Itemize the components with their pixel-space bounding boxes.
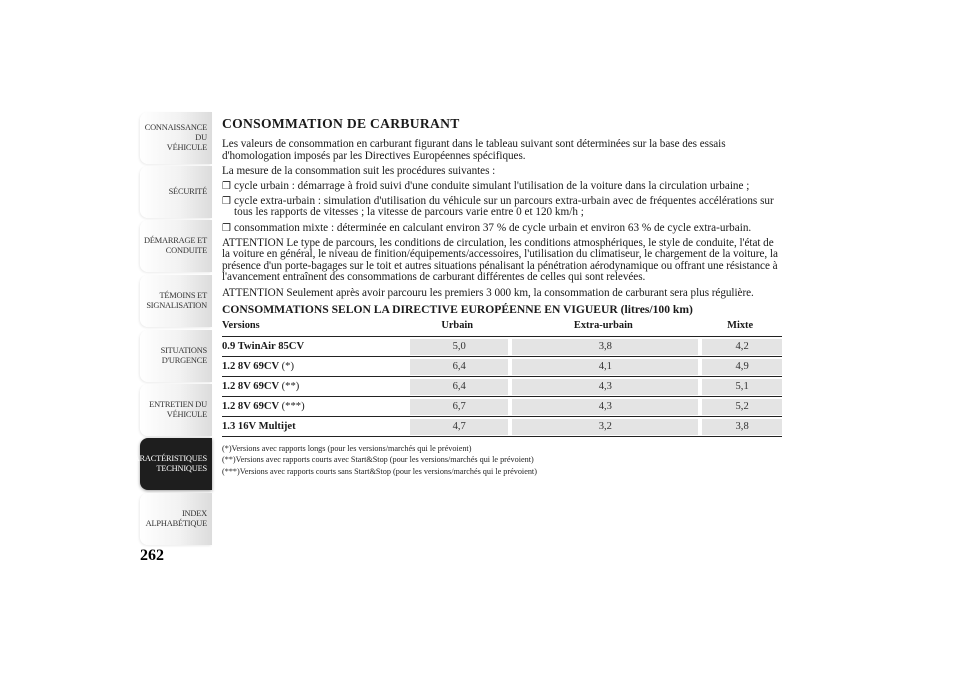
extra-urbain-cell: 4,3: [508, 396, 698, 416]
page-content: [222, 116, 782, 477]
mixte-cell: 5,1: [698, 376, 782, 396]
tab-temoins-et-signalisation[interactable]: TÉMOINS ET SIGNALISATION: [140, 275, 212, 327]
tab-index-alphabetique[interactable]: INDEX ALPHABÉTIQUE: [140, 493, 212, 545]
footnote: (***)Versions avec rapports courts sans Start&Stop (pour les versions/marchés qui le prévoient): [222, 466, 537, 476]
mixte-cell: 5,2: [698, 396, 782, 416]
tab-demarrage-et-conduite[interactable]: DÉMARRAGE ET CONDUITE: [140, 220, 212, 272]
table-row: [222, 336, 782, 356]
checkbox-bullet-icon: ❒: [222, 222, 231, 234]
table-row: [222, 416, 782, 436]
footnote: (**)Versions avec rapports courts avec Start&Stop (pour les versions/marchés qui le prévoient): [222, 455, 534, 465]
version-cell: 0.9 TwinAir 85CV: [222, 336, 406, 356]
checkbox-bullet-icon: ❒: [222, 180, 231, 192]
table-row: [222, 376, 782, 396]
tab-connaissance-du-vehicule[interactable]: CONNAISSANCE DU VÉHICULE: [140, 112, 212, 164]
mixte-cell: 4,9: [698, 356, 782, 376]
list-item: ❒ consommation mixte : déterminée en calculant environ 37 % de cycle urbain et environ 63 % de cycle extra-urbain.: [222, 221, 752, 234]
tab-caracteristiques-techniques[interactable]: CARACTÉRISTIQUES TECHNIQUES: [140, 438, 212, 490]
column-header-mixte: Mixte: [698, 319, 782, 337]
version-cell: 1.2 8V 69CV (***): [222, 396, 406, 416]
page-title: CONSOMMATION DE CARBURANT: [222, 116, 460, 131]
table-row: [222, 356, 782, 376]
list-item: ❒ cycle extra-urbain : simulation d'utilisation du véhicule sur un parcours extra-urbain avec de fréquentes accélérations sur tous les rapports de vitesses ; la vitesse de parcours varie entre 0 et 120 km/h ;: [222, 194, 774, 219]
list-item: ❒ cycle urbain : démarrage à froid suivi d'une conduite simulant l'utilisation de la voiture dans la circulation urbaine ;: [222, 179, 750, 192]
extra-urbain-cell: 3,2: [508, 416, 698, 436]
urbain-cell: 6,4: [406, 376, 508, 396]
urbain-cell: 5,0: [406, 336, 508, 356]
checkbox-bullet-icon: ❒: [222, 195, 231, 207]
table-row: [222, 396, 782, 416]
version-cell: 1.2 8V 69CV (**): [222, 376, 406, 396]
consumption-table: [222, 319, 782, 437]
extra-urbain-cell: 4,3: [508, 376, 698, 396]
version-cell: 1.3 16V Multijet: [222, 416, 406, 436]
tab-securite[interactable]: SÉCURITÉ: [140, 166, 212, 218]
extra-urbain-cell: 3,8: [508, 336, 698, 356]
column-header-urbain: Urbain: [406, 319, 508, 337]
footnote: (*)Versions avec rapports longs (pour les versions/marchés qui le prévoient): [222, 443, 472, 453]
procedures-intro: La mesure de la consommation suit les procédures suivantes :: [222, 164, 496, 177]
urbain-cell: 4,7: [406, 416, 508, 436]
version-cell: 1.2 8V 69CV (*): [222, 356, 406, 376]
column-header-versions: Versions: [222, 319, 406, 337]
mixte-cell: 4,2: [698, 336, 782, 356]
attention-paragraph: ATTENTION Seulement après avoir parcouru les premiers 3 000 km, la consommation de carburant sera plus régulière.: [222, 286, 754, 299]
urbain-cell: 6,7: [406, 396, 508, 416]
table-header-row: [222, 319, 782, 337]
column-header-extra-urbain: Extra-urbain: [508, 319, 698, 337]
tab-entretien-du-vehicule[interactable]: ENTRETIEN DU VÉHICULE: [140, 384, 212, 436]
page-number: 262: [140, 547, 164, 564]
footnotes: [222, 443, 782, 478]
extra-urbain-cell: 4,1: [508, 356, 698, 376]
intro-paragraph: Les valeurs de consommation en carburant figurant dans le tableau suivant sont déterminées sur la base des essais d'homologation imposés par les Directives Européennes spécifiques.: [222, 138, 726, 162]
mixte-cell: 3,8: [698, 416, 782, 436]
attention-paragraph: ATTENTION Le type de parcours, les conditions de circulation, les conditions atmosphériques, le style de conduite, l'état de la voiture en général, le niveau de finition/équipements/accessoires, l'utilisation du climatiseur, le chargement de la voiture, la présence d'un porte-bagages sur le toit et autres situations pénalisant la pénétration aérodynamique ou offrant une résistance à l'avancement entraînent des consommations de carburant différentes de celles qui sont relevées.: [222, 236, 778, 284]
table-title: CONSOMMATIONS SELON LA DIRECTIVE EUROPÉENNE EN VIGUEUR (litres/100 km): [222, 302, 693, 316]
tab-situations-d-urgence[interactable]: SITUATIONS D'URGENCE: [140, 330, 212, 382]
urbain-cell: 6,4: [406, 356, 508, 376]
